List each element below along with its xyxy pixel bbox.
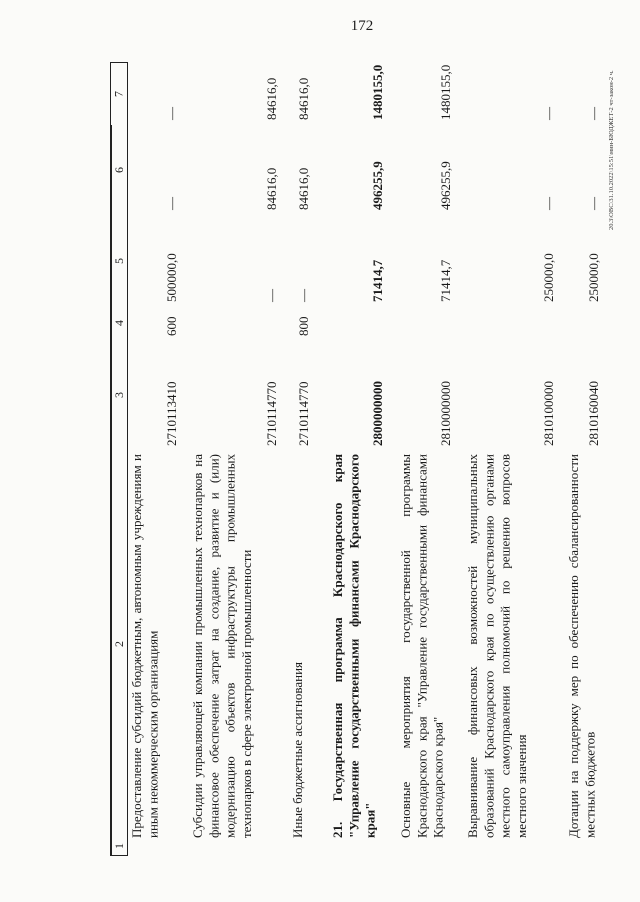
row-value-6: — <box>585 197 601 210</box>
row-value-5: 71414,7 <box>437 259 453 302</box>
row-type <box>190 306 280 340</box>
row-name <box>330 450 386 838</box>
table-row <box>129 62 180 856</box>
row-code: 2810100000 <box>540 381 556 446</box>
row-value-6: 496255,9 <box>437 161 453 210</box>
table-row <box>330 62 386 856</box>
table-row <box>398 62 454 856</box>
row-code: 2810160040 <box>585 381 601 446</box>
row-type: 800 <box>295 316 311 336</box>
row-name: Иные бюджетные ассигнования <box>290 661 305 838</box>
row-value-6: 496255,9 <box>369 161 385 210</box>
document-footer-code: 20.3\ОВС\31.10.2022\15:51\мин-БЮДЖЕТ-2 чт-закон-2 ч. <box>608 70 615 230</box>
row-code: 2810000000 <box>437 381 453 446</box>
row-value-6: 84616,0 <box>295 167 311 210</box>
row-name: Субсидии управляющей компании промышленных технопарков на финансовое обеспечение затрат на создание, развитие и (или) модернизацию объектов инфраструктуры промышленных технопарков в сфере электронной промышленности <box>190 454 254 838</box>
header-cell-1: 1 <box>111 837 127 855</box>
row-type: 600 <box>163 316 179 336</box>
table-row <box>190 62 280 856</box>
row-value-5: 250000,0 <box>585 253 601 302</box>
header-cell-7: 7 <box>111 90 126 97</box>
table-header-row <box>110 62 128 856</box>
row-type <box>566 306 602 340</box>
header-cell-2: 2 <box>111 450 127 837</box>
row-value-7: 1480155,0 <box>369 64 385 120</box>
page-number: 172 <box>350 18 374 34</box>
row-value-7: 84616,0 <box>263 77 279 120</box>
row-value-5: — <box>263 289 279 302</box>
row-value-5: 250000,0 <box>540 253 556 302</box>
row-type <box>398 306 454 340</box>
row-code: 2710114770 <box>263 381 279 446</box>
row-name-text: Государственная программа Краснодарского края "Управление государственными финансами Краснодарского края" <box>330 453 378 838</box>
row-type <box>465 306 557 340</box>
row-value-6: 84616,0 <box>263 167 279 210</box>
row-value-6: — <box>540 197 556 210</box>
row-type <box>330 306 386 340</box>
row-value-7: 1480155,0 <box>437 64 453 120</box>
row-name: Предоставление субсидий бюджетным, автономным учреждениям и иным некоммерческим организациям <box>129 454 161 838</box>
row-number: 21. <box>330 821 345 838</box>
row-code: 2800000000 <box>369 381 385 446</box>
row-value-5: 71414,7 <box>369 259 385 302</box>
header-cell-6: 6 <box>111 125 127 215</box>
row-value-7: — <box>540 107 556 120</box>
table-row <box>566 62 602 856</box>
row-name: Основные мероприятия государственной программы Краснодарского края "Управление государственными финансами Краснодарского края" <box>398 454 446 838</box>
header-cell-5: 5 <box>111 215 127 307</box>
row-value-6: — <box>163 197 179 210</box>
header-cell-3: 3 <box>111 340 127 450</box>
row-code: 2710114770 <box>295 381 311 446</box>
row-value-7: 84616,0 <box>295 77 311 120</box>
row-code: 2710113410 <box>163 381 179 446</box>
row-name: Выравнивание финансовых возможностей муниципальных образований Краснодарского края по осуществлению органами местного самоуправления полномочий по решению вопросов местного значения <box>465 454 529 838</box>
row-value-5: 500000,0 <box>163 253 179 302</box>
row-name: Дотации на поддержку мер по обеспечению сбалансированности местных бюджетов <box>566 454 598 838</box>
table-row <box>290 62 312 856</box>
header-cell-4: 4 <box>111 306 127 340</box>
row-value-7: — <box>163 107 179 120</box>
row-value-7: — <box>585 107 601 120</box>
row-value-5: — <box>295 289 311 302</box>
table-row <box>465 62 557 856</box>
